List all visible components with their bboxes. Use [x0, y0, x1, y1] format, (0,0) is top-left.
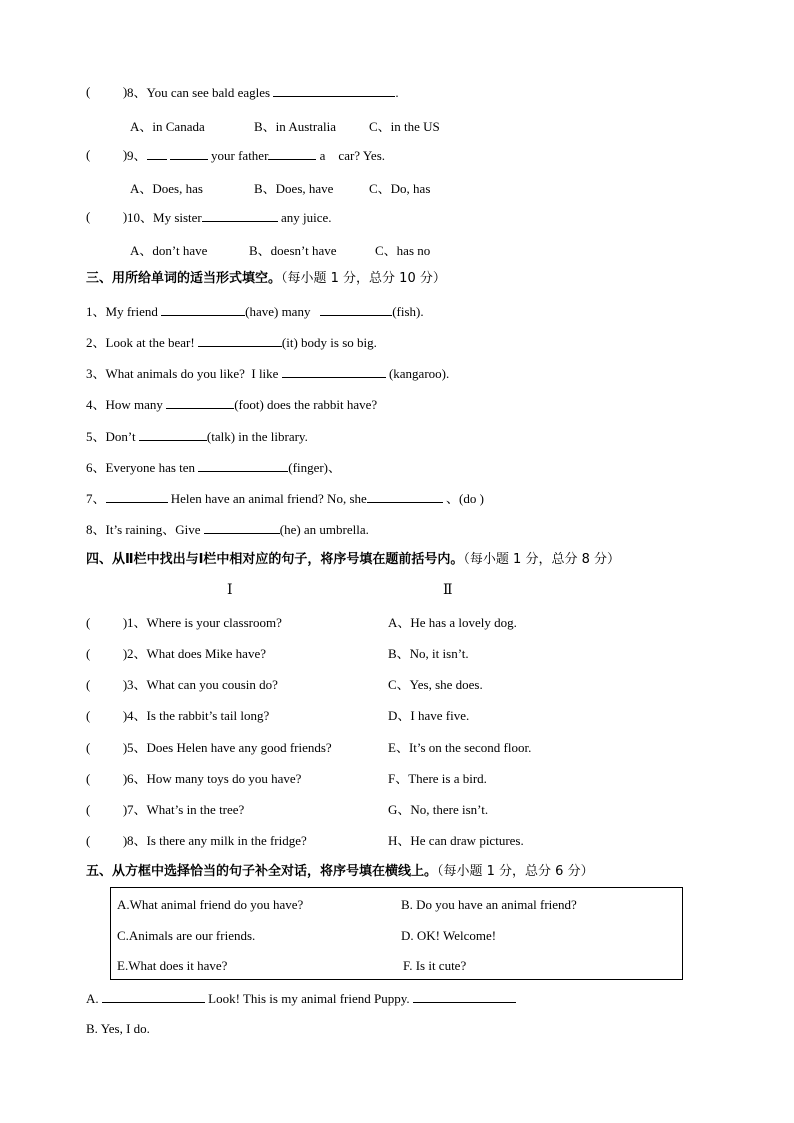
- match-question: 3、What can you cousin do?: [127, 677, 278, 692]
- sentence-choice-box: [110, 887, 683, 980]
- match-answer: B、No, it isn’t.: [388, 646, 469, 661]
- match-question: 6、How many toys do you have?: [127, 771, 302, 786]
- answer-paren[interactable]: ( ): [86, 708, 128, 723]
- section-heading-part5: 五、从方框中选择恰当的句子补全对话，将序号填在横线上。（每小题 1 分，总分 6 分）: [86, 864, 594, 879]
- match-answer: C、Yes, she does.: [388, 677, 483, 692]
- box-option-c: C.Animals are our friends.: [117, 928, 256, 943]
- dialog-line-a: A. Look! This is my animal friend Puppy.: [86, 990, 516, 1007]
- answer-blank[interactable]: [170, 147, 208, 160]
- answer-blank[interactable]: [204, 521, 280, 534]
- fill-item-8: 8、It’s raining、Give (he) an umbrella.: [86, 522, 369, 537]
- match-question: 8、Is there any milk in the fridge?: [127, 833, 307, 848]
- fill-item-1: 1、My friend (have) many (fish).: [86, 304, 424, 319]
- question-q10: 10、My sister any juice.: [127, 210, 332, 225]
- answer-paren[interactable]: ( ): [86, 646, 128, 661]
- answer-paren[interactable]: ( ): [86, 833, 128, 848]
- answer-paren-q9[interactable]: ( ): [86, 147, 128, 162]
- answer-blank[interactable]: [413, 990, 516, 1003]
- option-q10-b: B、doesn’t have: [249, 243, 337, 258]
- match-answer: G、No, there isn’t.: [388, 802, 489, 817]
- match-question: 7、What’s in the tree?: [127, 802, 245, 817]
- fill-item-5: 5、Don’t (talk) in the library.: [86, 429, 308, 444]
- answer-blank[interactable]: [273, 84, 395, 97]
- dialog-line-b: B. Yes, I do.: [86, 1021, 150, 1036]
- match-answer: H、He can draw pictures.: [388, 833, 524, 848]
- column-heading-1: Ⅰ: [227, 582, 233, 598]
- answer-blank[interactable]: [147, 147, 167, 160]
- fill-item-7: 7、 Helen have an animal friend? No, she 、(do ): [86, 491, 484, 506]
- option-q9-a: A、Does, has: [130, 181, 203, 196]
- answer-blank[interactable]: [161, 303, 245, 316]
- option-q9-b: B、Does, have: [254, 181, 334, 196]
- option-q9-c: C、Do, has: [369, 181, 431, 196]
- fill-item-2: 2、Look at the bear! (it) body is so big.: [86, 335, 377, 350]
- box-option-a: A.What animal friend do you have?: [117, 897, 304, 912]
- option-q8-a: A、in Canada: [130, 119, 205, 134]
- answer-blank[interactable]: [166, 396, 234, 409]
- fill-item-3: 3、What animals do you like? I like (kangaroo).: [86, 366, 450, 381]
- answer-paren[interactable]: ( ): [86, 740, 128, 755]
- answer-paren-q8[interactable]: ( ): [86, 84, 128, 99]
- question-q9: 9、 your father a car? Yes.: [127, 148, 385, 163]
- option-q10-a: A、don’t have: [130, 243, 208, 258]
- answer-blank[interactable]: [202, 209, 278, 222]
- box-option-b: B. Do you have an animal friend?: [401, 897, 577, 912]
- answer-blank[interactable]: [102, 990, 205, 1003]
- answer-paren[interactable]: ( ): [86, 677, 128, 692]
- option-q8-c: C、in the US: [369, 119, 440, 134]
- answer-paren[interactable]: ( ): [86, 771, 128, 786]
- match-answer: F、There is a bird.: [388, 771, 487, 786]
- answer-blank[interactable]: [198, 334, 282, 347]
- box-option-f: F. Is it cute?: [403, 958, 467, 973]
- question-q8: 8、You can see bald eagles .: [127, 85, 399, 100]
- answer-blank[interactable]: [282, 365, 386, 378]
- fill-item-4: 4、How many (foot) does the rabbit have?: [86, 397, 378, 412]
- match-question: 5、Does Helen have any good friends?: [127, 740, 332, 755]
- answer-blank[interactable]: [367, 490, 443, 503]
- section-heading-part4: 四、从Ⅱ栏中找出与Ⅰ栏中相对应的句子，将序号填在题前括号内。（每小题 1 分，总分 8 分）: [86, 552, 620, 567]
- match-question: 2、What does Mike have?: [127, 646, 266, 661]
- option-q10-c: C、has no: [375, 243, 431, 258]
- match-answer: E、It’s on the second floor.: [388, 740, 532, 755]
- option-q8-b: B、in Australia: [254, 119, 336, 134]
- fill-item-6: 6、Everyone has ten (finger)、: [86, 460, 341, 475]
- answer-paren[interactable]: ( ): [86, 802, 128, 817]
- answer-blank[interactable]: [198, 459, 288, 472]
- answer-paren[interactable]: ( ): [86, 615, 128, 630]
- answer-blank[interactable]: [139, 428, 207, 441]
- box-option-d: D. OK! Welcome!: [401, 928, 497, 943]
- match-answer: A、He has a lovely dog.: [388, 615, 517, 630]
- column-heading-2: Ⅱ: [443, 582, 453, 598]
- match-question: 1、Where is your classroom?: [127, 615, 282, 630]
- section-heading-part3: 三、用所给单词的适当形式填空。（每小题 1 分，总分 10 分）: [86, 271, 446, 286]
- answer-paren-q10[interactable]: ( ): [86, 209, 128, 224]
- box-option-e: E.What does it have?: [117, 958, 228, 973]
- answer-blank[interactable]: [320, 303, 392, 316]
- match-question: 4、Is the rabbit’s tail long?: [127, 708, 270, 723]
- match-answer: D、I have five.: [388, 708, 470, 723]
- answer-blank[interactable]: [268, 147, 316, 160]
- answer-blank[interactable]: [106, 490, 168, 503]
